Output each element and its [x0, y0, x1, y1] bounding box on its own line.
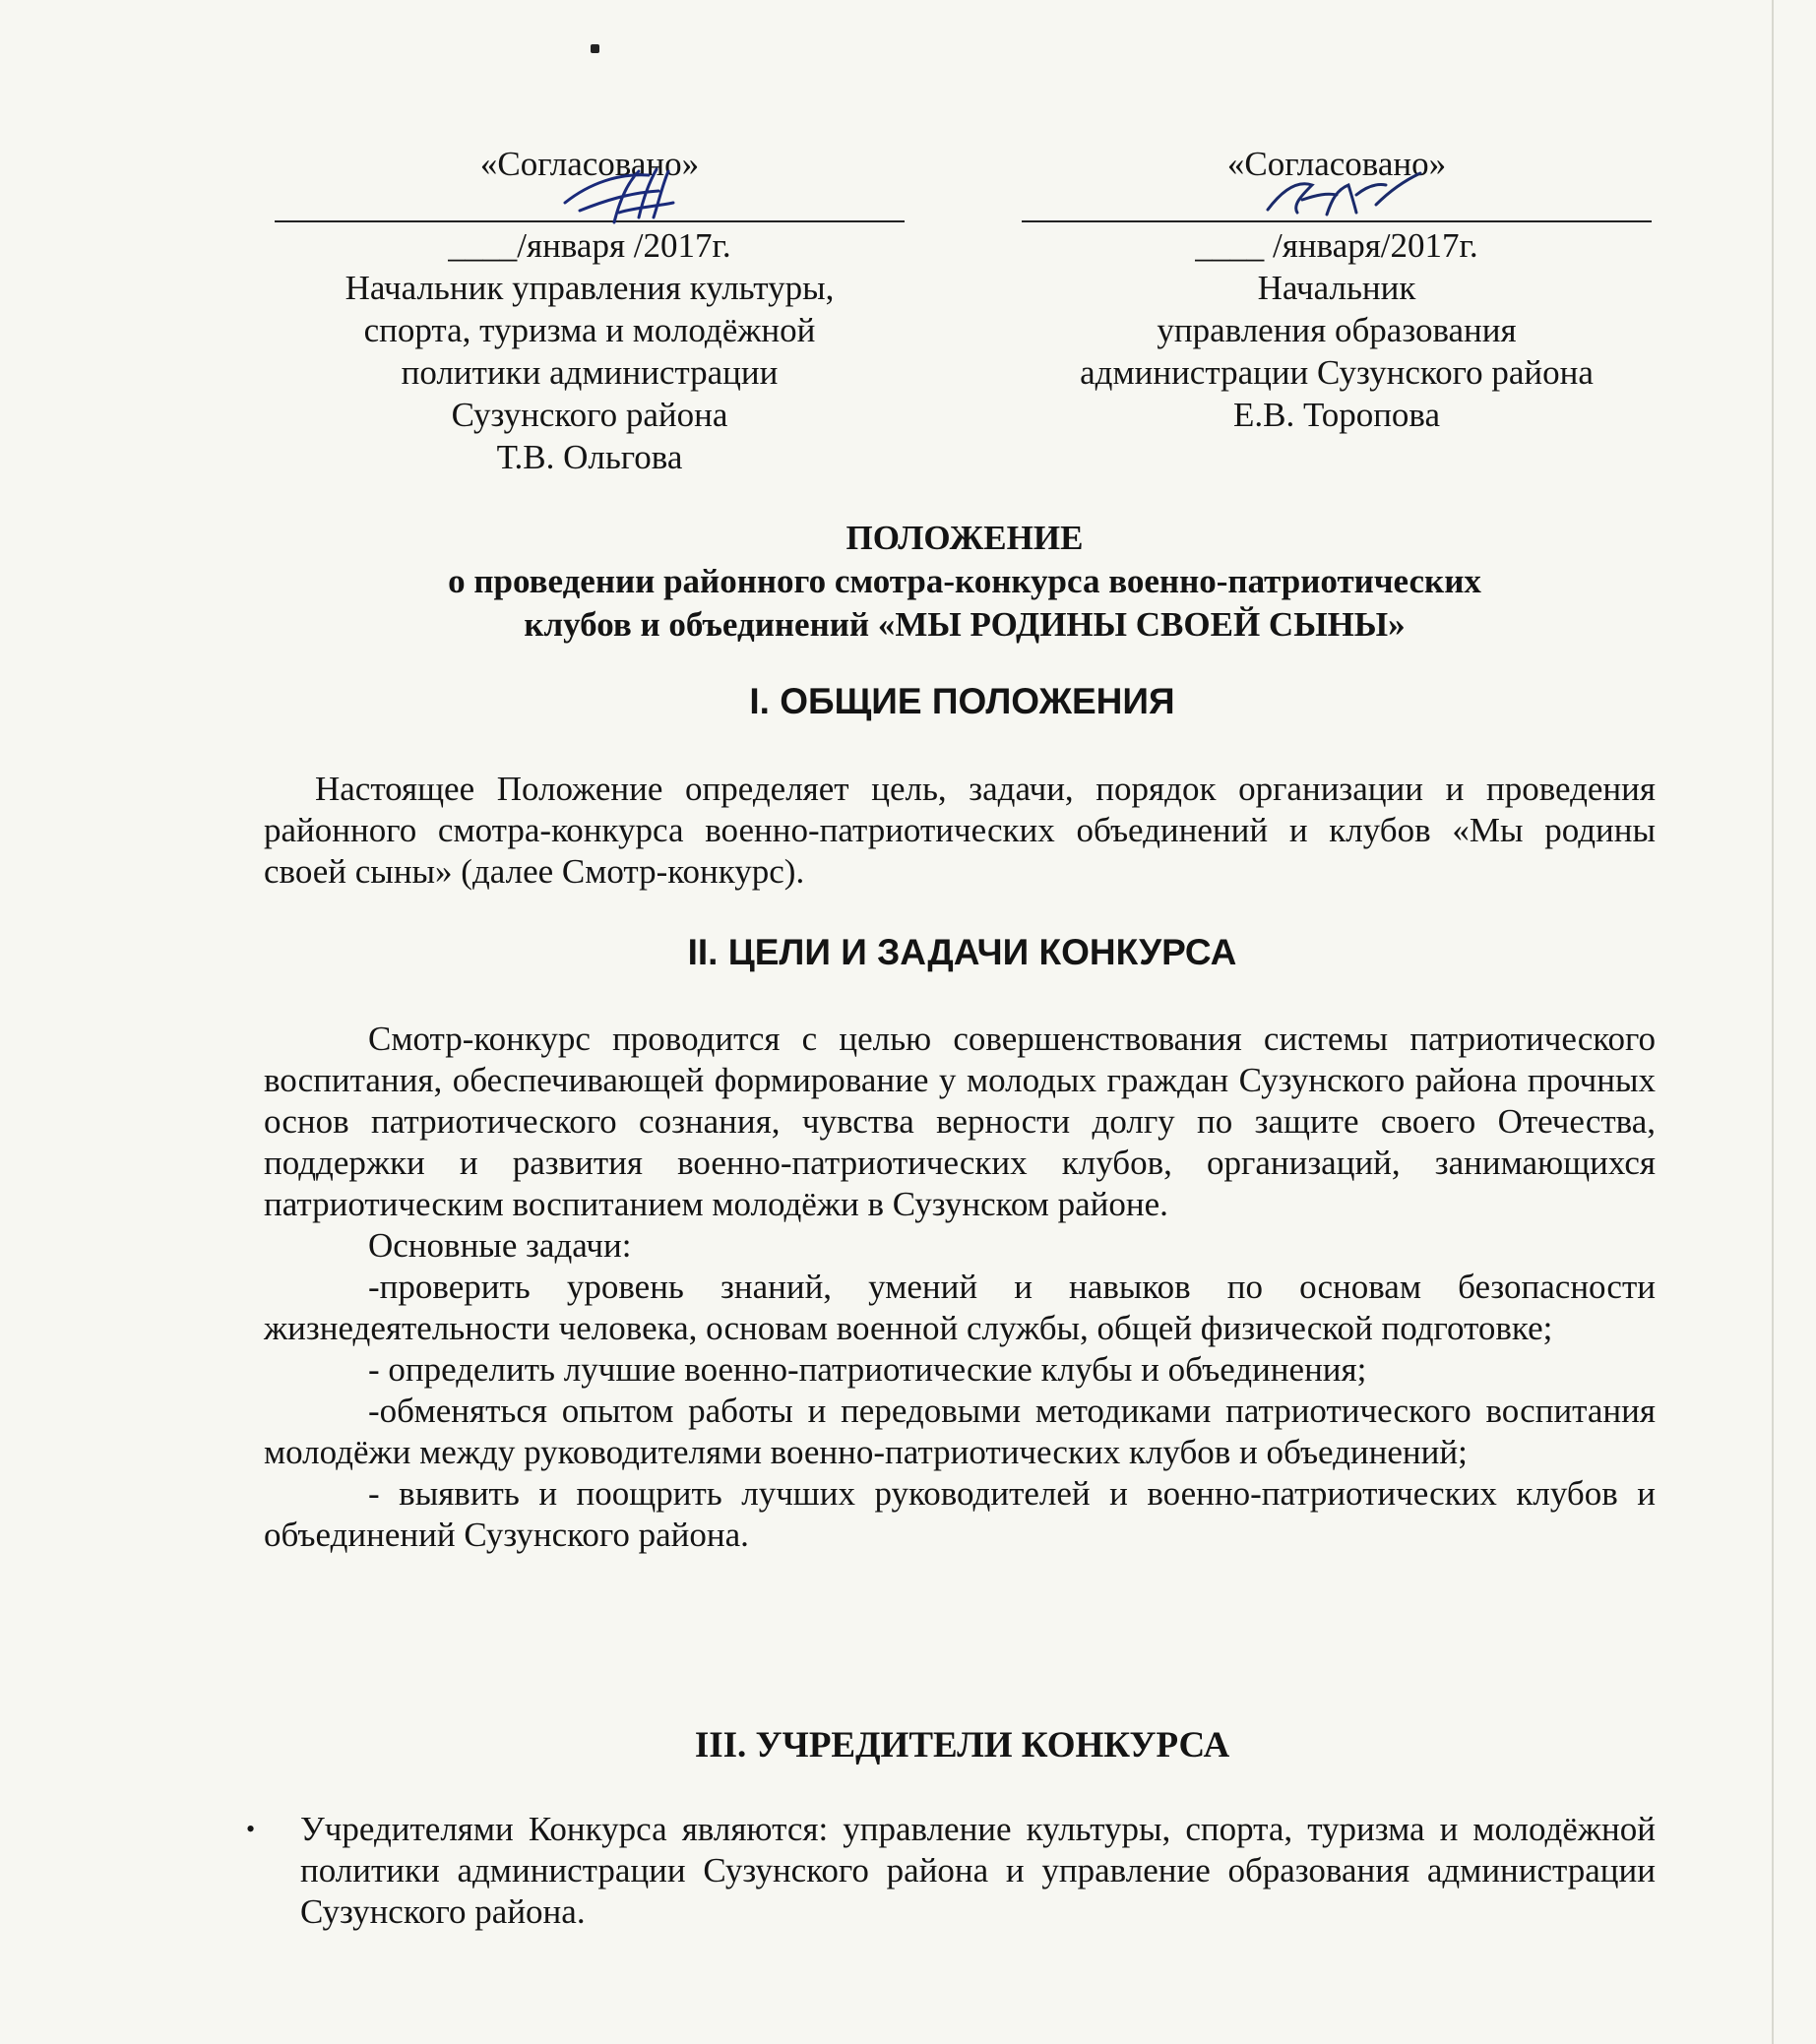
page-edge [1772, 0, 1774, 2044]
section-1-heading: I. ОБЩИЕ ПОЛОЖЕНИЯ [749, 681, 1175, 721]
approval-right-position-1: Начальник [1257, 269, 1416, 307]
approval-right [1022, 143, 1652, 436]
approval-left-position-1: Начальник управления культуры, [344, 269, 835, 307]
signature-right-image [1258, 165, 1425, 234]
signature-line-left [275, 185, 905, 222]
approval-right-heading: «Согласовано» [1226, 145, 1447, 183]
section-1-body [264, 769, 1656, 893]
document-title [266, 517, 1663, 647]
tasks-label: Основные задачи: [368, 1226, 632, 1265]
approval-left-position-4: Сузунского района [451, 396, 728, 434]
section-2-heading: II. ЦЕЛИ И ЗАДАЧИ КОНКУРСА [687, 932, 1237, 972]
title-line-2: о проведении районного смотра-конкурса военно-патриотических [448, 562, 1481, 600]
title-line-3: клубов и объединений «МЫ РОДИНЫ СВОЕЙ СЫНЫ» [524, 605, 1406, 644]
signature-left-image [560, 163, 688, 232]
approval-right-position-3: администрации Сузунского района [1080, 353, 1594, 392]
approval-right-position-2: управления образования [1157, 311, 1517, 349]
section-3-heading: III. УЧРЕДИТЕЛИ КОНКУРСА [694, 1725, 1230, 1765]
approval-left-position-2: спорта, туризма и молодёжной [363, 311, 816, 349]
section-2-intro: Смотр-конкурс проводится с целью совершенствования системы патриотического воспитания, обеспечивающей формирование у молодых граждан Сузунского района прочных основ патриотического сознания, чувства верности долгу по защите своего Отечества, поддержки и развития военно-патриотических клубов, организаций, занимающихся патриотическим воспитанием молодёжи в Сузунском районе. [264, 1020, 1656, 1223]
task-item-3: -обменяться опытом работы и передовыми методиками патриотического воспитания молодёжи между руководителями военно-патриотических клубов и объединений; [264, 1392, 1656, 1471]
task-item-2: - определить лучшие военно-патриотические клубы и объединения; [368, 1350, 1367, 1389]
section-3-text: Учредителями Конкурса являются: управление культуры, спорта, туризма и молодёжной политики администрации Сузунского района и управление образования администрации Сузунского района. [300, 1810, 1656, 1931]
approval-left [275, 143, 905, 478]
task-item-4: - выявить и поощрить лучших руководителей и военно-патриотических клубов и объединений Сузунского района. [264, 1474, 1656, 1554]
approval-left-name: Т.В. Ольгова [496, 438, 683, 476]
approval-right-date: ____ /января/2017г. [1195, 226, 1478, 265]
task-item-1: -проверить уровень знаний, умений и навыков по основам безопасности жизнедеятельности человека, основам военной службы, общей физической подготовке; [264, 1268, 1656, 1347]
approval-right-name: Е.В. Торопова [1232, 396, 1441, 434]
scan-mark [591, 44, 599, 53]
section-3-item [246, 1809, 1656, 1933]
signature-line-right [1022, 185, 1652, 222]
approval-left-heading: «Согласовано» [479, 145, 700, 183]
approval-left-position-3: политики администрации [401, 353, 779, 392]
bullet-icon: • [246, 1815, 256, 1843]
title-line-1: ПОЛОЖЕНИЕ [845, 519, 1084, 557]
section-1-text: Настоящее Положение определяет цель, задачи, порядок организации и проведения районного смотра-конкурса военно-патриотических объединений и клубов «Мы родины своей сыны» (далее Смотр-конкурс). [264, 770, 1656, 891]
section-2-body [264, 1019, 1656, 1556]
approval-left-date: ____/января /2017г. [448, 226, 731, 265]
